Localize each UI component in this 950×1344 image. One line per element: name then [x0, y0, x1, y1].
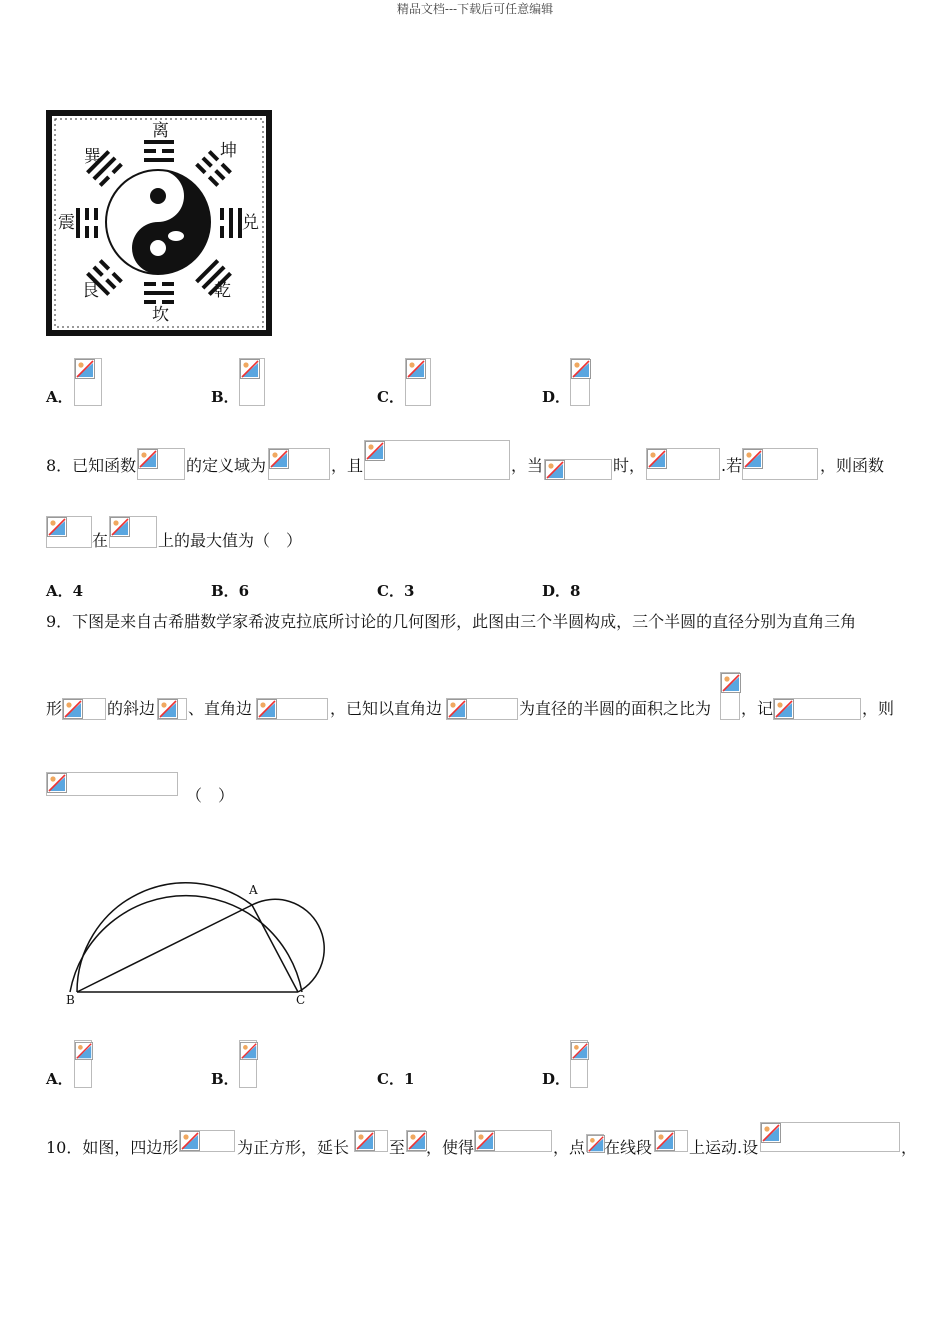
q8-text-5: 时，	[613, 456, 646, 475]
hippocrates-lunes-svg	[60, 858, 330, 1008]
bagua-label-bottom-left: 艮	[82, 281, 99, 301]
q7-option-a: A．	[46, 388, 73, 406]
q9-option-c: C．1	[377, 1070, 415, 1088]
q8-option-c: C．3	[377, 582, 415, 600]
q10-formula-2	[354, 1130, 388, 1152]
q8-text-4: ，当	[511, 456, 544, 475]
bagua-svg	[46, 110, 272, 336]
q9-option-b: B．	[211, 1070, 239, 1088]
q9-text-8: （ ）	[186, 786, 235, 805]
q8-formula-7	[46, 516, 92, 548]
q9-text-1: 形	[46, 699, 63, 718]
q8-text-8: 在	[92, 531, 109, 550]
bagua-label-top: 离	[152, 121, 169, 141]
point-c-label: C	[296, 993, 306, 1007]
q8-formula-5	[646, 448, 720, 480]
q9-text-3: 、直角边	[188, 699, 253, 718]
q10-text-8: ，	[901, 1138, 918, 1157]
q8-formula-3	[364, 440, 510, 480]
q10-formula-5	[586, 1134, 604, 1152]
q8-text-3: ，且	[331, 456, 364, 475]
q8-option-b: B．6	[211, 582, 250, 600]
q7-option-a-image	[74, 358, 102, 406]
bagua-label-bottom-right: 乾	[214, 281, 231, 301]
q9-text-2: 的斜边	[107, 699, 156, 718]
q10-text-1: 10．如图，四边形	[46, 1138, 179, 1157]
q7-option-d-image	[570, 358, 590, 406]
q8-text-7: ，则函数	[820, 456, 885, 475]
bagua-label-bottom: 坎	[152, 305, 169, 325]
q9-line-1: 9．下图是来自古希腊数学家希波克拉底所讨论的几何图形，此图由三个半圆构成，三个半圆的直径分别为直角三角	[46, 612, 857, 631]
q8-text-6: .若	[721, 456, 743, 475]
q10-text-6: 在线段	[604, 1138, 653, 1157]
q10-text-5: ，点	[553, 1138, 586, 1157]
q9-formula-1	[62, 698, 106, 720]
q10-formula-1	[179, 1130, 235, 1152]
q9-option-a-image	[74, 1040, 92, 1088]
q8-formula-2	[268, 448, 330, 480]
q9-option-d: D．	[542, 1070, 571, 1088]
bagua-label-top-right: 坤	[220, 141, 237, 161]
q9-text-4: ，已知以直角边	[330, 699, 443, 718]
q10-formula-6	[654, 1130, 688, 1152]
q9-formula-4	[446, 698, 518, 720]
q8-text-9: 上的最大值为（ ）	[158, 531, 303, 550]
q7-option-c: C．	[377, 388, 404, 406]
q9-formula-5	[720, 672, 740, 720]
q7-option-b-image	[239, 358, 265, 406]
q10-text-7: 上运动.设	[689, 1138, 759, 1157]
q9-text-7: ，则	[862, 699, 895, 718]
q9-formula-2	[157, 698, 187, 720]
q10-formula-3	[406, 1130, 426, 1152]
q10-text-4: ，使得	[426, 1138, 475, 1157]
q8-text-1: 8．已知函数	[46, 456, 137, 475]
q8-option-d: D．8	[542, 582, 581, 600]
q9-formula-3	[256, 698, 328, 720]
q9-text-5: 为直径的半圆的面积之比为	[519, 699, 712, 718]
q10-formula-7	[760, 1122, 900, 1152]
q8-formula-8	[109, 516, 157, 548]
q10-text-2: 为正方形，延长	[237, 1138, 350, 1157]
q9-text-6: ，记	[741, 699, 774, 718]
q8-formula-4	[544, 459, 612, 480]
q8-formula-6	[742, 448, 818, 480]
q9-option-b-image	[239, 1040, 257, 1088]
page-header: 精品文档---下载后可任意编辑	[396, 2, 554, 16]
bagua-figure	[46, 110, 272, 336]
q9-formula-7	[46, 772, 178, 796]
bagua-label-right: 兑	[242, 213, 259, 233]
q10-text-3: 至	[389, 1138, 406, 1157]
q8-option-a: A．4	[46, 582, 84, 600]
q8-formula-1	[137, 448, 185, 480]
q9-option-a: A．	[46, 1070, 73, 1088]
bagua-label-left: 震	[58, 213, 75, 233]
q7-option-d: D．	[542, 388, 571, 406]
q7-option-c-image	[405, 358, 431, 406]
point-b-label: B	[66, 993, 75, 1007]
q9-option-d-image	[570, 1040, 588, 1088]
q9-formula-6	[773, 698, 861, 720]
q7-option-b: B．	[211, 388, 239, 406]
bagua-label-top-left: 巽	[84, 147, 101, 167]
q9-figure	[60, 858, 330, 1008]
q10-formula-4	[474, 1130, 552, 1152]
point-a-label: A	[249, 883, 258, 897]
q8-text-2: 的定义域为	[186, 456, 267, 475]
